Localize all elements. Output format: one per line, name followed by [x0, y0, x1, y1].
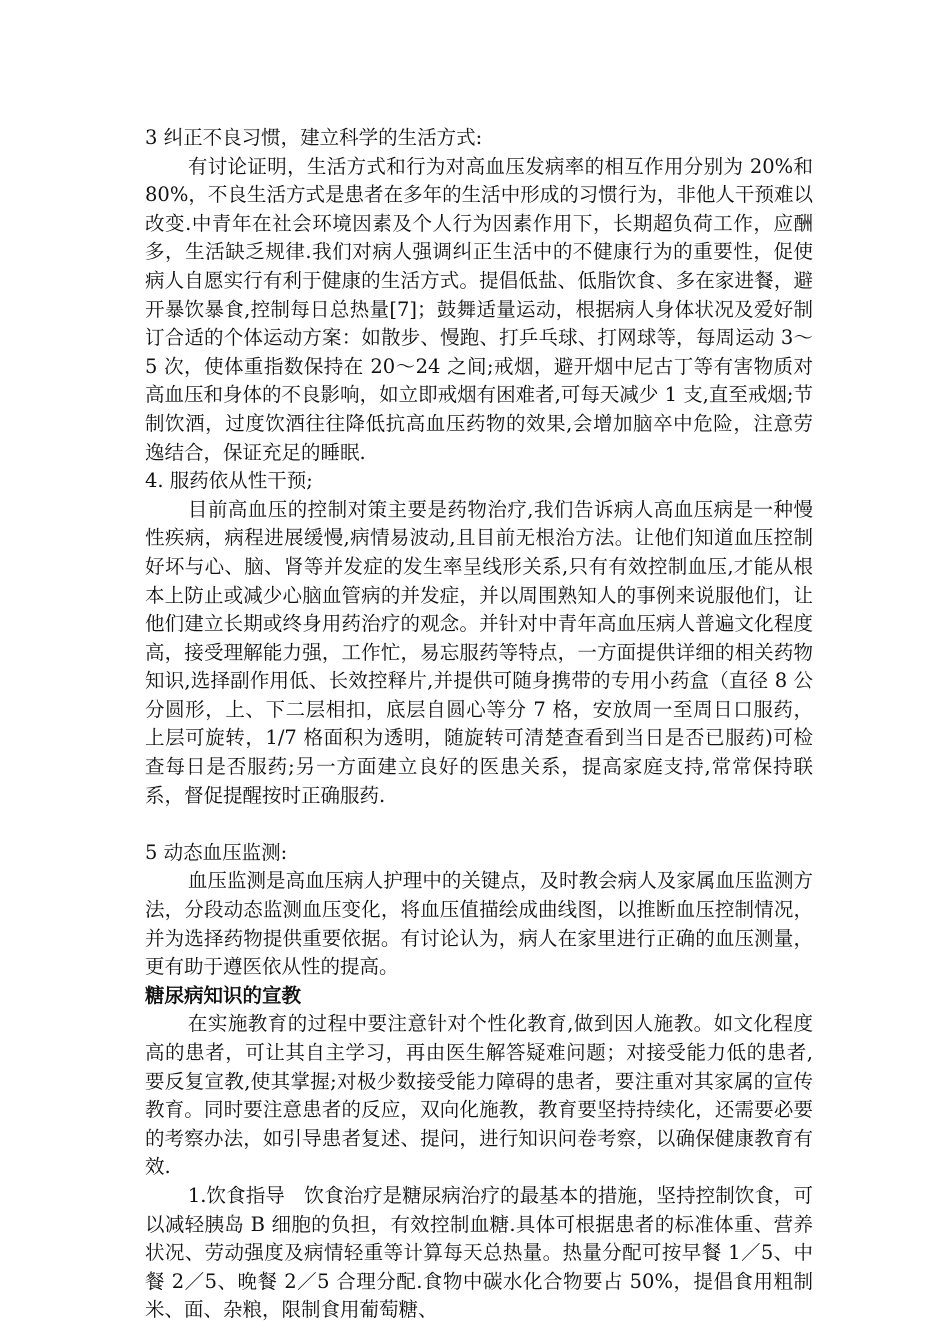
- section-5-heading: 5 动态血压监测:: [145, 840, 288, 864]
- section-4-heading: 4. 服药依从性干预;: [145, 469, 313, 493]
- section-3-paragraph: 有讨论证明，生活方式和行为对高血压发病率的相互作用分别为 20%和 80%，不良生活方式是患者在多年的生活中形成的习惯行为，非他人干预难以改变.中青年在社会环境因素及个人行为因素作用下，长期超负荷工作，应酬多，生活缺乏规律.我们对病人强调纠正生活中的不健康行为的重要性，促使病人自愿实行有利于健康的生活方式。提倡低盐、低脂饮食、多在家进餐，避开暴饮暴食,控制每日总热量[7]；鼓舞适量运动，根据病人身体状况及爱好制订合适的个体运动方案：如散步、慢跑、打乒乓球、打网球等，每周运动 3～5 次，使体重指数保持在 20～24 之间;戒烟，避开烟中尼古丁等有害物质对高血压和身体的不良影响，如立即戒烟有困难者,可每天减少 1 支,直至戒烟;节制饮酒，过度饮酒往往降低抗高血压药物的效果,会增加脑卒中危险，注意劳逸结合，保证充足的睡眠.: [145, 154, 813, 464]
- document-page: [145, 124, 813, 1325]
- blank-line: [145, 810, 813, 839]
- diabetes-section-heading: 糖尿病知识的宣教: [145, 983, 302, 1007]
- section-3-heading: 3 纠正不良习惯，建立科学的生活方式:: [145, 126, 483, 149]
- diet-guidance-paragraph: 1.饮食指导 饮食治疗是糖尿病治疗的最基本的措施，坚持控制饮食，可以减轻胰岛 B 细胞的负担，有效控制血糖.具体可根据患者的标准体重、营养状况、劳动强度及病情轻重等计算每天总热量。热量分配可按早餐 1／5、中餐 2／5、晚餐 2／5 合理分配.食物中碳水化合物要占 50%，提倡食用粗制米、面、杂粮，限制食用葡萄糖、: [145, 1183, 813, 1322]
- section-4-paragraph: 目前高血压的控制对策主要是药物治疗,我们告诉病人高血压病是一种慢性疾病，病程进展缓慢,病情易波动,且目前无根治方法。让他们知道血压控制好坏与心、脑、肾等并发症的发生率呈线形关系,只有有效控制血压,才能从根本上防止或减少心脑血管病的并发症，并以周围熟知人的事例来说服他们，让他们建立长期或终身用药治疗的观念。并针对中青年高血压病人普遍文化程度高，接受理解能力强，工作忙，易忘服药等特点，一方面提供详细的相关药物知识,选择副作用低、长效控释片,并提供可随身携带的专用小药盒（直径 8 公分圆形，上、下二层相扣，底层自圆心等分 7 格，安放周一至周日口服药，上层可旋转，1/7 格面积为透明，随旋转可清楚查看到当日是否已服药)可检查每日是否服药;另一方面建立良好的医患关系，提高家庭支持,常常保持联系，督促提醒按时正确服药.: [145, 497, 813, 807]
- section-5-paragraph: 血压监测是高血压病人护理中的关键点，及时教会病人及家属血压监测方法，分段动态监测血压变化，将血压值描绘成曲线图，以推断血压控制情况，并为选择药物提供重要依据。有讨论认为，病人在家里进行正确的血压测量，更有助于遵医依从性的提高。: [145, 869, 813, 979]
- diabetes-paragraph: 在实施教育的过程中要注意针对个性化教育,做到因人施教。如文化程度高的患者，可让其自主学习，再由医生解答疑难问题；对接受能力低的患者,要反复宣教,使其掌握;对极少数接受能力障碍的患者，要注重对其家属的宣传教育。同时要注意患者的反应，双向化施教，教育要坚持持续化，还需要必要的考察办法，如引导患者复述、提问，进行知识问卷考察，以确保健康教育有效.: [145, 1012, 813, 1179]
